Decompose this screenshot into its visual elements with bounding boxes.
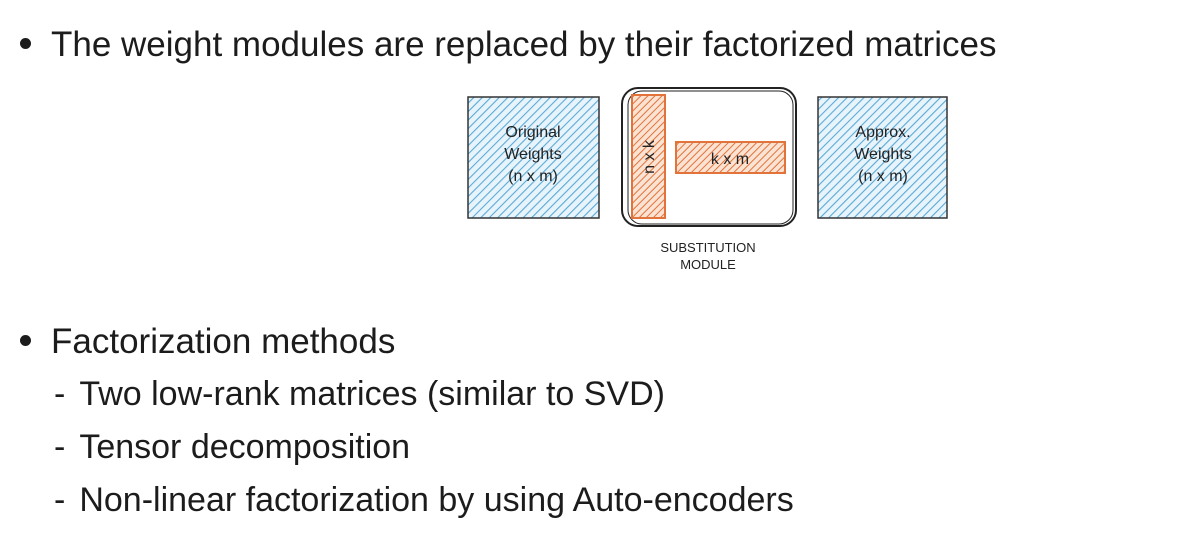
left-factor-label: n x k <box>641 140 658 174</box>
bullet-text: The weight modules are replaced by their factorized matrices <box>51 25 997 64</box>
bullet-dot <box>20 335 31 346</box>
list-item-text: Non-linear factorization by using Auto-encoders <box>79 481 794 519</box>
list-item <box>54 480 794 520</box>
caption-line2: MODULE <box>680 257 736 272</box>
dash: - <box>54 481 66 519</box>
dash: - <box>54 375 66 413</box>
approx-weights-box <box>818 97 947 218</box>
dash: - <box>54 428 66 466</box>
approx-label-line2: Weights <box>854 146 912 163</box>
bullet-text: Factorization methods <box>51 322 396 361</box>
original-label-line2: Weights <box>504 146 562 163</box>
original-weights-box <box>468 97 599 218</box>
original-label-line1: Original <box>505 124 561 141</box>
substitution-module-box <box>622 88 796 226</box>
right-factor-label: k x m <box>710 151 750 168</box>
original-label-line3: (n x m) <box>508 168 558 185</box>
approx-label-line3: (n x m) <box>858 168 908 185</box>
bullet-weight-modules <box>20 25 996 65</box>
list-item <box>54 374 665 414</box>
list-item <box>54 427 410 467</box>
substitution-diagram <box>460 85 960 280</box>
list-item-text: Tensor decomposition <box>79 428 411 466</box>
bullet-dot <box>20 38 31 49</box>
list-item-text: Two low-rank matrices (similar to SVD) <box>79 375 665 413</box>
bullet-factorization-methods <box>20 322 395 362</box>
approx-label-line1: Approx. <box>855 124 911 141</box>
caption-line1: SUBSTITUTION <box>660 240 756 255</box>
